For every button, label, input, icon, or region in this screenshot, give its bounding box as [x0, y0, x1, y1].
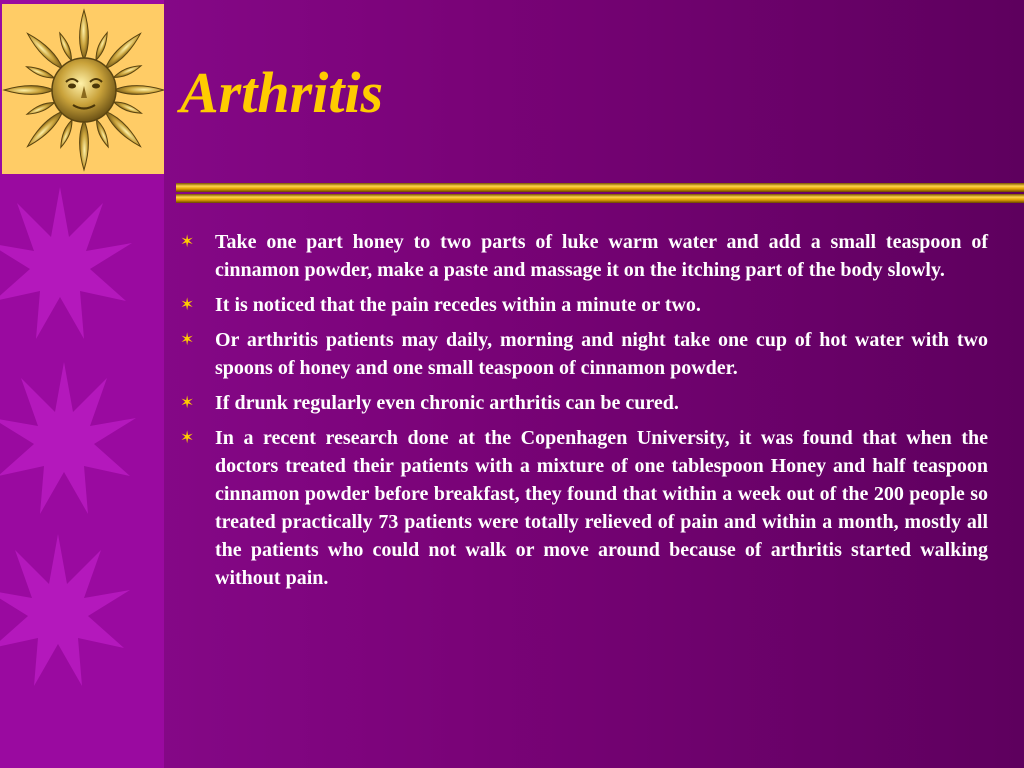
bullet-item	[180, 424, 988, 592]
gold-rule-divider	[176, 181, 1024, 205]
star-bullet-icon: ✶	[180, 428, 195, 447]
bullet-list	[180, 228, 988, 599]
bullet-text: In a recent research done at the Copenhagen University, it was found that when the doctors treated their patients with a mixture of one tablespoon Honey and half teaspoon cinnamon powder before breakfast, they found that within a week out of the 200 people so treated practically 73 patients were totally relieved of pain and within a month, mostly all the patients who could not walk or move around because of arthritis started walking without pain.	[215, 427, 988, 589]
star-bullet-icon: ✶	[180, 295, 195, 314]
star-bullet-icon: ✶	[180, 393, 195, 412]
bullet-item	[180, 389, 988, 417]
bullet-text: If drunk regularly even chronic arthritis can be cured.	[215, 392, 679, 414]
slide-title: Arthritis	[180, 60, 384, 125]
sun-face-icon	[2, 4, 164, 174]
sun-logo	[2, 4, 164, 174]
bullet-item	[180, 291, 988, 319]
bullet-text: It is noticed that the pain recedes within a minute or two.	[215, 294, 701, 316]
bullet-item	[180, 326, 988, 382]
star-bullet-icon: ✶	[180, 232, 195, 251]
star-bullet-icon: ✶	[180, 330, 195, 349]
bullet-text: Take one part honey to two parts of luke warm water and add a small teaspoon of cinnamon powder, make a paste and massage it on the itching part of the body slowly.	[215, 231, 988, 281]
bullet-text: Or arthritis patients may daily, morning and night take one cup of hot water with two spoons of honey and one small teaspoon of cinnamon powder.	[215, 329, 988, 379]
bullet-item	[180, 228, 988, 284]
